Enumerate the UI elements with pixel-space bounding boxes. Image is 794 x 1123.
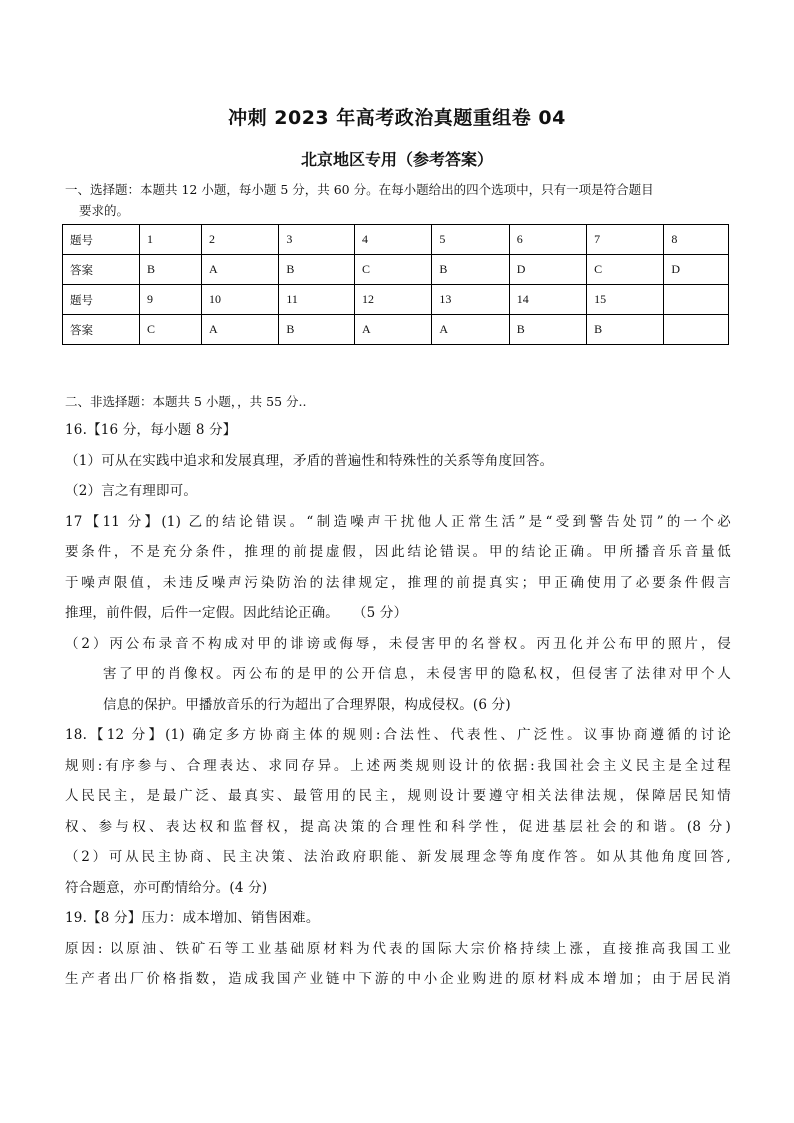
section-1-heading (65, 179, 735, 221)
table-row (63, 315, 729, 345)
q17-line-3: 于噪声限值，未违反噪声污染防治的法律规定，推理的前提真实；甲正确使用了必要条件假言 (65, 574, 731, 591)
page-subtitle: 北京地区专用（参考答案） (300, 150, 493, 169)
table-cell: B (279, 315, 355, 345)
q19-heading: 19.【8 分】压力：成本增加、销售困难。 (65, 910, 320, 926)
table-cell: A (201, 315, 278, 345)
table-row (63, 225, 729, 255)
table-cell: 13 (432, 285, 509, 315)
table-cell: 8 (664, 225, 729, 255)
table-cell: 11 (279, 285, 355, 315)
q19-line-1: 原因: 以原油、铁矿石等工业基础原材料为代表的国际大宗价格持续上涨，直接推高我国工业 (65, 940, 731, 957)
table-cell: 12 (354, 285, 431, 315)
answer-table (62, 224, 729, 345)
table-cell: B (279, 255, 355, 285)
table-cell: B (140, 255, 202, 285)
table-cell: 10 (201, 285, 278, 315)
table-cell: 题号 (63, 225, 140, 255)
q18-line-4: 权、参与权、表达权和监督权，提高决策的合理性和科学性，促进基层社会的和谐。(8 分) (65, 818, 731, 835)
table-cell: 答案 (63, 315, 140, 345)
table-cell: 9 (140, 285, 202, 315)
table-cell: 6 (509, 225, 586, 255)
q16-part-2: （2）言之有理即可。 (65, 483, 198, 499)
table-cell (664, 315, 729, 345)
section-1-line-1: 一、选择题：本题共 12 小题，每小题 5 分，共 60 分。在每小题给出的四个选项中，只有一项是符合题目 (65, 182, 654, 197)
table-cell: 答案 (63, 255, 140, 285)
q18-line-1: 18.【12 分】(1) 确定多方协商主体的规则:合法性、代表性、广泛性。议事协商遵循的讨论 (65, 727, 731, 743)
table-cell: A (354, 315, 431, 345)
table-cell: 1 (140, 225, 202, 255)
table-row (63, 285, 729, 315)
table-cell: 3 (279, 225, 355, 255)
table-cell: C (140, 315, 202, 345)
page-title: 冲刺 2023 年高考政治真题重组卷 04 (228, 107, 566, 129)
table-cell: D (509, 255, 586, 285)
table-cell: B (432, 255, 509, 285)
q16-heading: 16.【16 分，每小题 8 分】 (65, 422, 237, 438)
table-cell: 4 (354, 225, 431, 255)
q17-part-2-line-3: 信息的保护。甲播放音乐的行为超出了合理界限，构成侵权。(6 分) (103, 696, 511, 713)
table-cell: 14 (509, 285, 586, 315)
q18-line-3: 人民民主，是最广泛、最真实、最管用的民主，规则设计要遵守相关法律法规，保障居民知情 (65, 788, 731, 804)
table-cell: 7 (587, 225, 664, 255)
q18-part-2-line-2: 符合题意，亦可酌情给分。(4 分) (65, 879, 268, 896)
table-cell: D (664, 255, 729, 285)
table-cell: 题号 (63, 285, 140, 315)
table-cell: A (201, 255, 278, 285)
table-cell: 15 (587, 285, 664, 315)
section-2-heading: 二、非选择题：本题共 5 小题，，共 55 分.. (65, 394, 307, 409)
q19-line-2: 生产者出厂价格指数，造成我国产业链中下游的中小企业购进的原材料成本增加；由于居民消 (65, 971, 731, 987)
q17-part-2-line-1: （2）丙公布录音不构成对甲的诽谤或侮辱，未侵害甲的名誉权。丙丑化并公布甲的照片，侵 (65, 635, 731, 652)
table-cell: 2 (201, 225, 278, 255)
q17-line-1: 17【11 分】(1) 乙的结论错误。“制造噪声干扰他人正常生活”是“受到警告处罚”的一个必 (65, 513, 731, 530)
q18-line-2: 规则:有序参与、合理表达、求同存异。上述两类规则设计的依据:我国社会主义民主是全过程 (65, 757, 731, 774)
table-cell: C (587, 255, 664, 285)
table-row (63, 255, 729, 285)
q17-part-2-line-2: 害了甲的肖像权。丙公布的是甲的公开信息，未侵害甲的隐私权，但侵害了法律对甲个人 (103, 666, 731, 682)
table-cell: A (432, 315, 509, 345)
q18-part-2-line-1: （2）可从民主协商、民主决策、法治政府职能、新发展理念等角度作答。如从其他角度回答, (65, 849, 731, 865)
table-cell: 5 (432, 225, 509, 255)
q16-part-1: （1）可从在实践中追求和发展真理，矛盾的普遍性和特殊性的关系等角度回答。 (65, 452, 554, 469)
table-cell: B (509, 315, 586, 345)
table-cell: B (587, 315, 664, 345)
answers-body (65, 415, 731, 995)
section-1-line-2: 要求的。 (79, 203, 130, 218)
table-cell (664, 285, 729, 315)
table-cell: C (354, 255, 431, 285)
q17-line-4: 推理，前件假，后件一定假。因此结论正确。 （5 分） (65, 605, 408, 621)
q17-line-2: 要条件，不是充分条件，推理的前提虚假，因此结论错误。甲的结论正确。甲所播音乐音量低 (65, 544, 731, 560)
